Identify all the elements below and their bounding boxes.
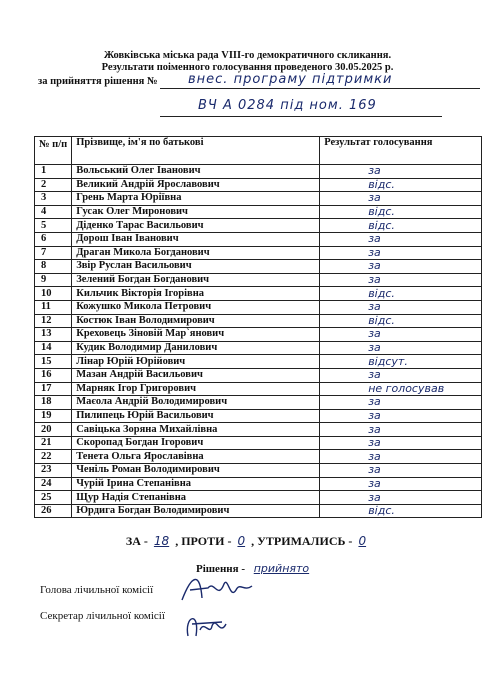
deputy-name: Грень Марта Юріївна [72,192,320,206]
vote-result: відс. [320,287,482,301]
vote-result: за [320,273,482,287]
table-row [35,368,482,382]
table-row [35,314,482,328]
col-header-number: № п/п [35,137,72,165]
table-row [35,192,482,206]
deputy-name: Дорош Іван Іванович [72,232,320,246]
decision-handwritten-1: внес. програму підтримки [188,72,393,87]
voting-table [34,136,482,518]
row-number: 5 [35,219,72,233]
secretary-signature [182,606,234,642]
table-row [35,504,482,518]
za-value: 18 [153,534,170,548]
table-row [35,328,482,342]
vote-result: за [320,165,482,179]
row-number: 16 [35,368,72,382]
row-number: 3 [35,192,72,206]
deputy-name: Кожушко Микола Петрович [72,300,320,314]
row-number: 20 [35,423,72,437]
row-number: 22 [35,450,72,464]
vote-result: за [320,423,482,437]
table-row [35,300,482,314]
table-row [35,246,482,260]
deputy-name: Звір Руслан Васильович [72,260,320,274]
deputy-name: Великий Андрій Ярославович [72,178,320,192]
row-number: 6 [35,232,72,246]
vote-result: за [320,409,482,423]
deputy-name: Тенета Ольга Ярославівна [72,450,320,464]
vote-result: за [320,260,482,274]
za-label: ЗА - [125,534,148,548]
col-header-result: Результат голосування [320,137,482,165]
result-value: прийнято [253,562,310,575]
deputy-name: Чурій Ірина Степанівна [72,477,320,491]
deputy-name: Савіцька Зоряна Михайлівна [72,423,320,437]
table-row [35,341,482,355]
deputy-name: Ченіль Роман Володимирович [72,464,320,478]
row-number: 4 [35,205,72,219]
vote-result: відс. [320,178,482,192]
table-row [35,396,482,410]
vote-result: за [320,341,482,355]
vote-result: за [320,450,482,464]
vote-result: відс. [320,219,482,233]
utrymalys-label: , УТРИМАЛИСЬ - [251,534,353,548]
table-row [35,355,482,369]
row-number: 7 [35,246,72,260]
proty-label: , ПРОТИ - [175,534,232,548]
table-row [35,178,482,192]
row-number: 17 [35,382,72,396]
table-row [35,464,482,478]
deputy-name: Кильчик Вікторія Ігорівна [72,287,320,301]
deputy-name: Юрдига Богдан Володимирович [72,504,320,518]
vote-result: за [320,368,482,382]
table-row [35,436,482,450]
head-signature [178,570,256,606]
deputy-name: Вольський Олег Іванович [72,165,320,179]
deputy-name: Щур Надія Степанівна [72,491,320,505]
vote-result: відсут. [320,355,482,369]
table-row [35,260,482,274]
vote-result: за [320,246,482,260]
row-number: 8 [35,260,72,274]
deputy-name: Костюк Іван Володимирович [72,314,320,328]
vote-result: за [320,396,482,410]
table-row [35,477,482,491]
table-row [35,219,482,233]
row-number: 2 [35,178,72,192]
deputy-name: Креховець Зіновій Мар`янович [72,328,320,342]
table-row [35,409,482,423]
deputy-name: Драган Микола Богданович [72,246,320,260]
utrymalys-value: 0 [358,534,367,548]
row-number: 9 [35,273,72,287]
vote-result: за [320,491,482,505]
table-row [35,287,482,301]
vote-result: не голосував [320,382,482,396]
table-row [35,382,482,396]
row-number: 1 [35,165,72,179]
deputy-name: Марняк Ігор Григорович [72,382,320,396]
deputy-name: Скоропад Богдан Ігорович [72,436,320,450]
header-line-2: Результати поіменного голосування проведеного 30.05.2025 р. [101,62,394,73]
deputy-name: Маєола Андрій Володимирович [72,396,320,410]
result-label: Рішення - [196,563,245,575]
table-row [35,205,482,219]
table-row [35,450,482,464]
table-row [35,423,482,437]
row-number: 11 [35,300,72,314]
vote-result: за [320,192,482,206]
row-number: 19 [35,409,72,423]
row-number: 14 [35,341,72,355]
head-label: Голова лічильної комісії [40,584,154,596]
deputy-name: Лінар Юрій Юрійович [72,355,320,369]
row-number: 10 [35,287,72,301]
deputy-name: Пилипець Юрій Васильович [72,409,320,423]
row-number: 18 [35,396,72,410]
vote-totals [0,534,495,549]
vote-result: відс. [320,205,482,219]
vote-result: за [320,232,482,246]
table-row [35,273,482,287]
vote-result: за [320,477,482,491]
vote-result: за [320,436,482,450]
row-number: 24 [35,477,72,491]
deputy-name: Зелений Богдан Богданович [72,273,320,287]
row-number: 23 [35,464,72,478]
deputy-name: Діденко Тарас Васильович [72,219,320,233]
col-header-name: Прізвище, ім'я по батькові [72,137,320,165]
table-header-row [35,137,482,165]
row-number: 21 [35,436,72,450]
deputy-name: Мазан Андрій Васильович [72,368,320,382]
proty-value: 0 [237,534,246,548]
table-row [35,165,482,179]
row-number: 12 [35,314,72,328]
row-number: 25 [35,491,72,505]
decision-handwritten-2: ВЧ А 0284 під ном. 169 [198,98,377,113]
table-row [35,232,482,246]
vote-result: за [320,328,482,342]
decision-underline [160,88,480,89]
table-row [35,491,482,505]
deputy-name: Гусак Олег Миронович [72,205,320,219]
table-body [35,165,482,518]
decision-underline-2 [160,116,442,117]
row-number: 15 [35,355,72,369]
vote-result: за [320,300,482,314]
header-line-1: Жовківська міська рада VIII-го демократичного скликання. [103,50,392,61]
decision-label: за прийняття рішення № [38,76,158,87]
row-number: 13 [35,328,72,342]
vote-result: відс. [320,504,482,518]
deputy-name: Кудик Володимир Данилович [72,341,320,355]
secretary-label: Секретар лічильної комісії [40,610,165,622]
vote-result: за [320,464,482,478]
row-number: 26 [35,504,72,518]
vote-result: відс. [320,314,482,328]
